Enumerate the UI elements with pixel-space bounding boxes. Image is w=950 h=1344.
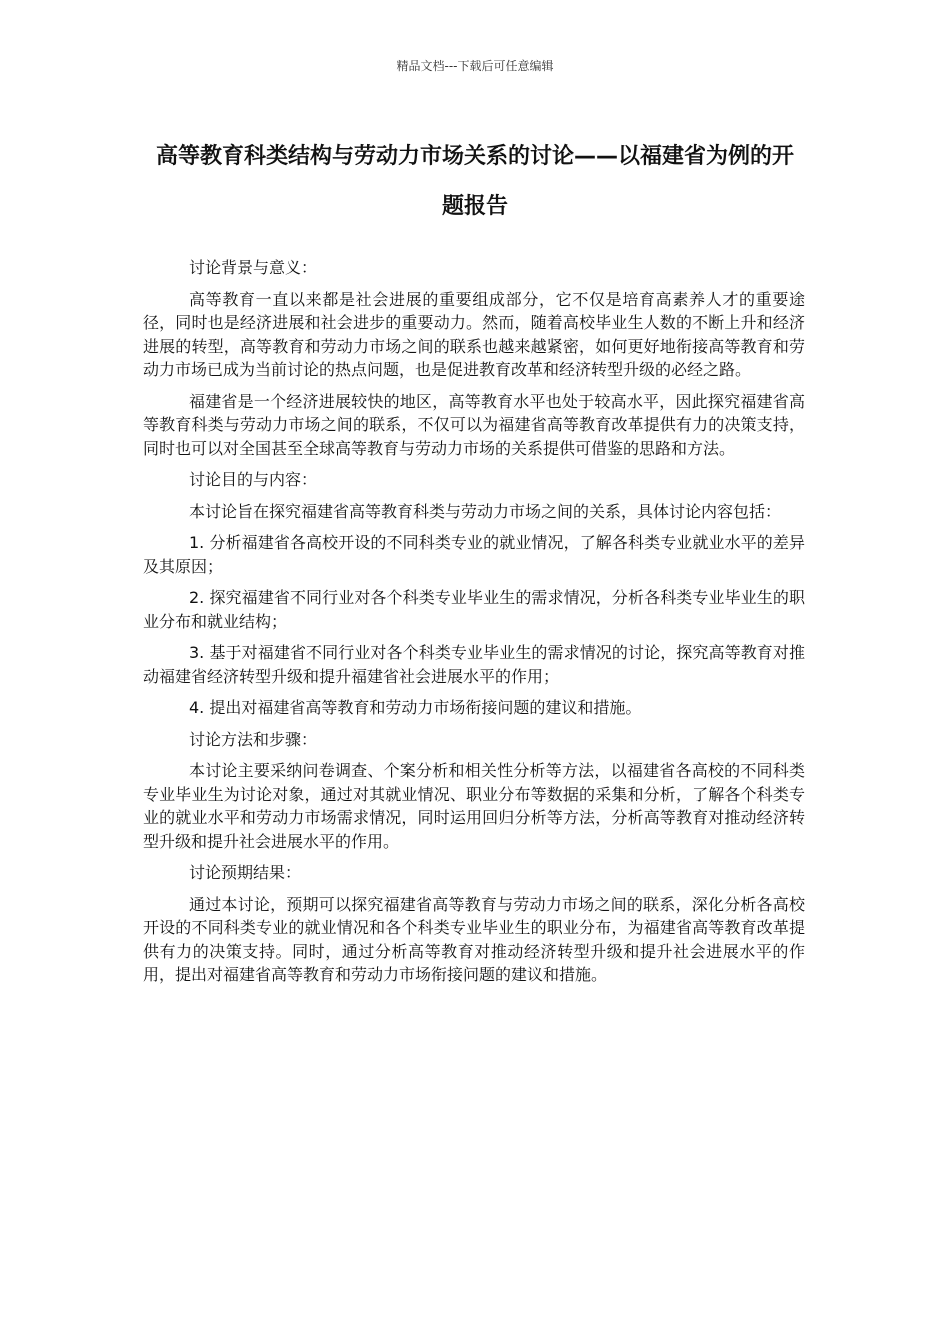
list-item-2: 2. 探究福建省不同行业对各个科类专业毕业生的需求情况，分析各科类专业毕业生的职业分布和就业结构； [143,588,805,631]
section-heading-results: 讨论预期结果： [189,863,302,882]
header-note: 精品文档---下载后可任意编辑 [396,59,554,73]
paragraph-purpose-intro: 本讨论旨在探究福建省高等教育科类与劳动力市场之间的关系，具体讨论内容包括： [189,501,782,521]
document-title: 高等教育科类结构与劳动力市场关系的讨论——以福建省为例的开题报告 [155,144,794,219]
paragraph-background-1: 高等教育一直以来都是社会进展的重要组成部分，它不仅是培育高素养人才的重要途径，同时也是经济进展和社会进步的重要动力。然而，随着高校毕业生人数的不断上升和经济进展的转型，高等教育和劳动力市场之间的联系也越来越紧密，如何更好地衔接高等教育和劳动力市场已成为当前讨论的热点问题，也是促进教育改革和经济转型升级的必经之路。 [143,289,805,379]
list-item-4: 4. 提出对福建省高等教育和劳动力市场衔接问题的建议和措施。 [189,698,642,717]
paragraph-method: 本讨论主要采纳问卷调查、个案分析和相关性分析等方法，以福建省各高校的不同科类专业毕业生为讨论对象，通过对其就业情况、职业分布等数据的采集和分析，了解各个科类专业的就业水平和劳动力市场需求情况，同时运用回归分析等方法，分析高等教育对推动经济转型升级和提升社会进展水平的作用。 [143,761,805,851]
section-heading-background: 讨论背景与意义： [189,258,318,277]
section-heading-method: 讨论方法和步骤： [189,729,318,749]
document-body [143,256,805,995]
paragraph-results: 通过本讨论，预期可以探究福建省高等教育与劳动力市场之间的联系，深化分析各高校开设的不同科类专业的就业情况和各个科类专业毕业生的职业分布，为福建省高等教育改革提供有力的决策支持。同时，通过分析高等教育对推动经济转型升级和提升社会进展水平的作用，提出对福建省高等教育和劳动力市场衔接问题的建议和措施。 [143,894,805,984]
section-heading-purpose: 讨论目的与内容： [189,470,318,489]
paragraph-background-2: 福建省是一个经济进展较快的地区，高等教育水平也处于较高水平，因此探究福建省高等教育科类与劳动力市场之间的联系，不仅可以为福建省高等教育改革提供有力的决策支持，同时也可以对全国甚至全球高等教育与劳动力市场的关系提供可借鉴的思路和方法。 [143,391,805,458]
list-item-3: 3. 基于对福建省不同行业对各个科类专业毕业生的需求情况的讨论，探究高等教育对推动福建省经济转型升级和提升福建省社会进展水平的作用； [143,643,805,686]
list-item-1: 1. 分析福建省各高校开设的不同科类专业的就业情况，了解各科类专业就业水平的差异及其原因； [143,533,805,576]
